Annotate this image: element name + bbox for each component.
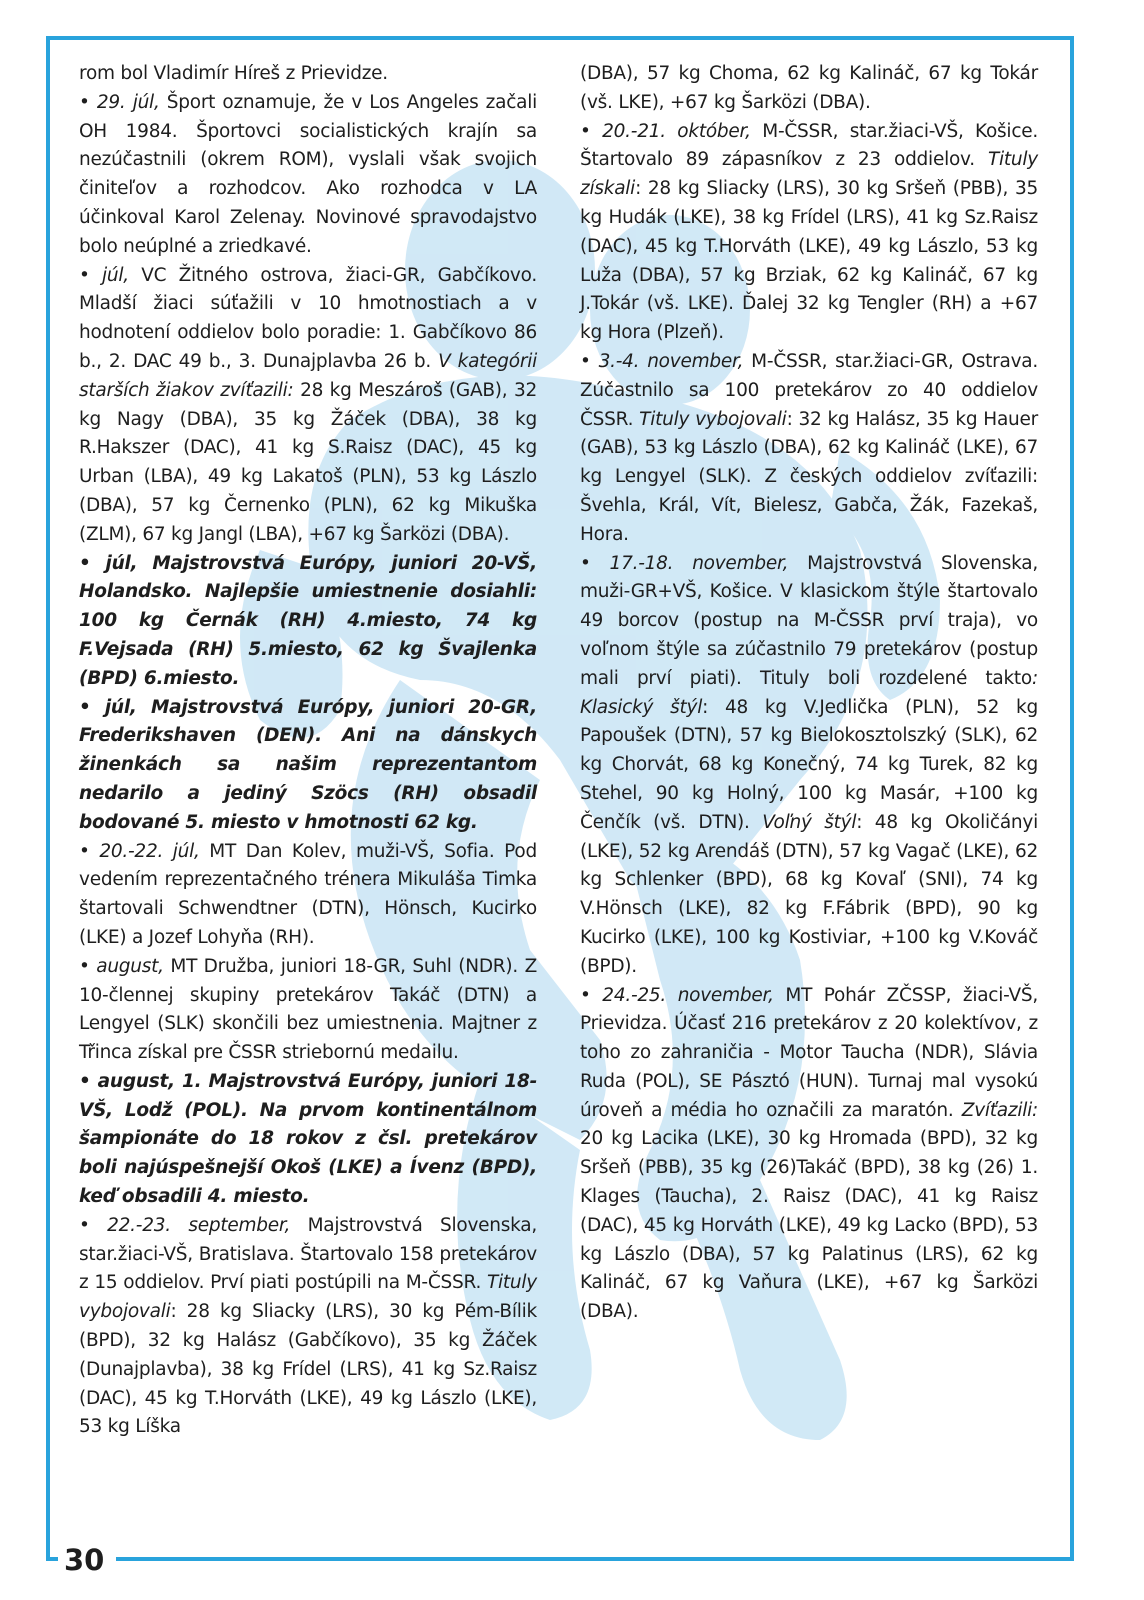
entry-date: 3.-4. november, bbox=[598, 350, 744, 372]
entry-date: 22.-23. september, bbox=[107, 1214, 291, 1236]
paragraph: • 20.-21. október, M-ČSSR, star.žiaci-VŠ, Košice. Štartovalo 89 zápasníkov z 23 oddielov. Tituly získali: 28 kg Sliacky (LRS), 30 kg Sršeň (PBB), 35 kg Hudák (LKE), 38 kg Frídel (LRS), 41 kg Sz.Raisz (DAC), 45 kg T.Horváth (LKE), 49 kg Lászlo, 53 kg Luža (DBA), 57 kg Brziak, 62 kg Kalináč, 67 kg J.Tokár (vš. LKE). Ďalej 32 kg Tengler (RH) a +67 kg Hora (Plzeň). bbox=[580, 120, 1038, 344]
entry-date: august, bbox=[96, 955, 164, 977]
paragraph-text: MT Družba, juniori 18-GR, Suhl (NDR). Z 10-člennej skupiny pretekárov Takáč (DTN) a Lengyel (SLK) skončili bez umiestnenia. Majtner z Třinca získal pre ČSSR striebornú medailu. bbox=[79, 955, 537, 1064]
paragraph-text: MT Pohár ZČSSP, žiaci-VŠ, Prievidza. Účasť 216 pretekárov z 20 kolektívov, z toho zo zahraničia - Motor Taucha (NDR), Slávia Ruda (POL), SE Pásztó (HUN). Turnaj mal vysokú úroveň a média ho označili za maratón. bbox=[580, 984, 1038, 1121]
paragraph: • 3.-4. november, M-ČSSR, star.žiaci-GR, Ostrava. Zúčastnilo sa 100 pretekárov zo 40 oddielov ČSSR. Tituly vybojovali: 32 kg Halász, 35 kg Hauer (GAB), 53 kg Lászlo (DBA), 62 kg Kalináč (LKE), 67 kg Lengyel (SLK). Z českých oddielov zvíťazili: Švehla, Král, Vít, Bielesz, Gabča, Žák, Fazekaš, Hora. bbox=[580, 350, 1039, 545]
paragraph: • júl, VC Žitného ostrova, žiaci-GR, Gabčíkovo. Mladší žiaci súťažili v 10 hmotnostiach a v hodnotení oddielov bolo poradie: 1. Gabčíkovo 86 b., 2. DAC 49 b., 3. Dunajplavba 26 b. V kategórii starších žiakov zvíťazili: 28 kg Meszároš (GAB), 32 kg Nagy (DBA), 35 kg Žáček (DBA), 38 kg R.Hakszer (DAC), 41 kg S.Raisz (DAC), 45 kg Urban (LBA), 49 kg Lakatoš (PLN), 53 kg Lászlo (DBA), 57 kg Černenko (PLN), 62 kg Mikuška (ZLM), 67 kg Jangl (LBA), +67 kg Šarközi (DBA). bbox=[79, 264, 538, 545]
category-label: : Klasický štýl bbox=[580, 667, 1038, 718]
paragraph-text: MT Dan Kolev, muži-VŠ, Sofia. Pod vedením reprezentačného trénera Mikuláša Timka štartovali Schwendtner (DTN), Hönsch, Kucirko (LKE) a Jozef Lohyňa (RH). bbox=[79, 840, 537, 948]
paragraph bbox=[79, 60, 537, 89]
page-number: 30 bbox=[64, 1543, 105, 1577]
paragraph-text: 28 kg Meszároš (GAB), 32 kg Nagy (DBA), 35 kg Žáček (DBA), 38 kg R.Hakszer (DAC), 41 kg S.Raisz (DAC), 45 kg Urban (LBA), 49 kg Lakatoš (PLN), 53 kg Lászlo (DBA), 57 kg Černenko (PLN), 62 kg Mikuška (ZLM), 67 kg Jangl (LBA), +67 kg Šarközi (DBA). bbox=[79, 379, 537, 545]
paragraph: • 17.-18. november, Majstrovstvá Slovenska, muži-GR+VŠ, Košice. V klasickom štýle štartovalo 49 borcov (postup na M-ČSSR prví traja), vo voľnom štýle sa zúčastnilo 79 pretekárov (postup mali prví piati). Tituly boli rozdelené takto: Klasický štýl: 48 kg V.Jedlička (PLN), 52 kg Papoušek (DTN), 57 kg Bielokosztolszký (SLK), 62 kg Chorvát, 68 kg Konečný, 74 kg Turek, 82 kg Stehel, 90 kg Holný, 100 kg Masár, +100 kg Čenčík (vš. DTN). Voľný štýl: 48 kg Okoličányi (LKE), 52 kg Arendáš (DTN), 57 kg Vagač (LKE), 62 kg Schlenker (BPD), 68 kg Kovaľ (SNI), 74 kg V.Hönsch (LKE), 82 kg F.Fábrik (BPD), 90 kg Kucirko (LKE), 100 kg Kostiviar, +100 kg V.Kováč (BPD). bbox=[580, 552, 1038, 977]
entry-date: 17.-18. november, bbox=[609, 552, 789, 574]
left-column bbox=[79, 60, 537, 1442]
highlight-text: júl, Majstrovstvá Európy, juniori 20-VŠ, Holandsko. Najlepšie umiestnenie dosiahli: 100 kg Černák (RH) 4.miesto, 74 kg F.Vejsada (RH) 5.miesto, 62 kg Švajlenka (BPD) 6.miesto. bbox=[79, 552, 537, 689]
paragraph: • august, MT Družba, juniori 18-GR, Suhl (NDR). Z 10-člennej skupiny pretekárov Takáč (DTN) a Lengyel (SLK) skončili bez umiestnenia. Majtner z Třinca získal pre ČSSR striebornú medailu. bbox=[79, 955, 537, 1064]
entry-date: 29. júl, bbox=[96, 91, 160, 113]
paragraph-text: Majstrovstvá Slovenska, star.žiaci-VŠ, Bratislava. Štartovalo 158 pretekárov z 15 oddielov. Prví piati postúpili na M-ČSSR. bbox=[79, 1214, 538, 1294]
category-label: Zvíťazili: bbox=[961, 1099, 1038, 1121]
entry-date: júl, bbox=[101, 264, 129, 286]
paragraph-text: : 28 kg Sliacky (LRS), 30 kg Pém-Bílik (BPD), 32 kg Halász (Gabčíkovo), 35 kg Žáček (Dunajplavba), 38 kg Frídel (LRS), 41 kg Sz.Raisz (DAC), 45 kg T.Horváth (LKE), 49 kg Lászlo (LKE), 53 kg Líška bbox=[79, 1301, 537, 1438]
paragraph: • 24.-25. november, MT Pohár ZČSSP, žiaci-VŠ, Prievidza. Účasť 216 pretekárov z 20 kolektívov, z toho zo zahraničia - Motor Taucha (NDR), Slávia Ruda (POL), SE Pásztó (HUN). Turnaj mal vysokú úroveň a média ho označili za maratón. Zvíťazili: 20 kg Lacika (LKE), 30 kg Hromada (BPD), 32 kg Sršeň (PBB), 35 kg (26)Takáč (BPD), 38 kg (26) 1. Klages (Taucha), 2. Raisz (DAC), 41 kg Raisz (DAC), 45 kg Horváth (LKE), 49 kg Lacko (BPD), 53 kg Lászlo (DBA), 57 kg Palatinus (LRS), 62 kg Kalináč, 67 kg Vaňura (LKE), +67 kg Šarközi (DBA). bbox=[580, 984, 1038, 1323]
paragraph-text: 20 kg Lacika (LKE), 30 kg Hromada (BPD), 32 kg Sršeň (PBB), 35 kg (26)Takáč (BPD), 38 kg (26) 1. Klages (Taucha), 2. Raisz (DAC), 41 kg Raisz (DAC), 45 kg Horváth (LKE), 49 kg Lacko (BPD), 53 kg Lászlo (DBA), 57 kg Palatinus (LRS), 62 kg Kalináč, 67 kg Vaňura (LKE), +67 kg Šarközi (DBA). bbox=[580, 1128, 1038, 1323]
paragraph-text: Majstrovstvá Slovenska, muži-GR+VŠ, Košice. V klasickom štýle štartovalo 49 borcov (postup na M-ČSSR prví traja), vo voľnom štýle sa zúčastnilo 79 pretekárov (postup mali prví piati). Tituly boli rozdelené takto bbox=[580, 552, 1038, 689]
paragraph-text: M-ČSSR, star.žiaci-VŠ, Košice. Štartovalo 89 zápasníkov z 23 oddielov. bbox=[580, 120, 1038, 171]
paragraph-text: VC Žitného ostrova, žiaci-GR, Gabčíkovo. Mladší žiaci súťažili v 10 hmotnostiach a v hodnotení oddielov bolo poradie: 1. Gabčíkovo 86 b., 2. DAC 49 b., 3. Dunajplavba 26 b. bbox=[79, 264, 537, 372]
entry-date: 20.-21. október, bbox=[602, 120, 751, 142]
entry-date: 24.-25. november, bbox=[602, 984, 774, 1006]
entry-date: 20.-22. júl, bbox=[99, 840, 200, 862]
highlight-text: august, 1. Majstrovstvá Európy, juniori 18-VŠ, Lodž (POL). Na prvom kontinentálnom šampionáte do 18 rokov z čsl. pretekárov boli najúspešnejší Okoš (LKE) a Ívenz (BPD), keď obsadili 4. miesto. bbox=[79, 1070, 538, 1208]
category-label: Tituly získali bbox=[580, 149, 1038, 200]
paragraph-text: : 32 kg Halász, 35 kg Hauer (GAB), 53 kg Lászlo (DBA), 62 kg Kalináč (LKE), 67 kg Lengyel (SLK). Z českých oddielov zvíťazili: Švehla, Král, Vít, Bielesz, Gabča, Žák, Fazekaš, Hora. bbox=[580, 408, 1038, 545]
paragraph-text: M-ČSSR, star.žiaci-GR, Ostrava. Zúčastnilo sa 100 pretekárov zo 40 oddielov ČSSR. bbox=[580, 350, 1039, 430]
paragraph-text: (DBA), 57 kg Choma, 62 kg Kalináč, 67 kg Tokár (vš. LKE), +67 kg Šarközi (DBA). bbox=[580, 63, 1038, 113]
paragraph-text: Šport oznamuje, že v Los Angeles začali OH 1984. Športovci socialistických krajín sa nezúčastnili (okrem ROM), vyslali však svojich činiteľov a rozhodcov. Ako rozhodca v LA účinkoval Karol Zelenay. Novinové spravodajstvo bolo neúplné a zriedkavé. bbox=[79, 91, 537, 257]
category-label: V kategórii starších žiakov zvíťazili: bbox=[79, 350, 538, 401]
category-label: Tituly vybojovali bbox=[79, 1272, 537, 1323]
paragraph-text: : 48 kg Okoličányi (LKE), 52 kg Arendáš (DTN), 57 kg Vagač (LKE), 62 kg Schlenker (BPD), 68 kg Kovaľ (SNI), 74 kg V.Hönsch (LKE), 82 kg F.Fábrik (BPD), 90 kg Kucirko (LKE), 100 kg Kostiviar, +100 kg V.Kováč (BPD). bbox=[580, 811, 1038, 977]
paragraph: • 20.-22. júl, MT Dan Kolev, muži-VŠ, Sofia. Pod vedením reprezentačného trénera Mikuláša Timka štartovali Schwendtner (DTN), Hönsch, Kucirko (LKE) a Jozef Lohyňa (RH). bbox=[79, 840, 537, 948]
highlight-text: júl, Majstrovstvá Európy, juniori 20-GR, Frederikshaven (DEN). Ani na dánskych žinenkách sa našim reprezentantom nedarilo a jediný Szöcs (RH) obsadil bodované 5. miesto v hmotnosti 62 kg. bbox=[79, 696, 538, 833]
paragraph: • júl, Majstrovstvá Európy, juniori 20-VŠ, Holandsko. Najlepšie umiestnenie dosiahli: 100 kg Černák (RH) 4.miesto, 74 kg F.Vejsada (RH) 5.miesto, 62 kg Švajlenka (BPD) 6.miesto. bbox=[79, 552, 537, 689]
category-label: Tituly vybojovali bbox=[639, 408, 787, 430]
right-column bbox=[580, 60, 1038, 1327]
category-label: Voľný štýl bbox=[762, 811, 857, 833]
paragraph bbox=[580, 60, 1038, 118]
paragraph-text: rom bol Vladimír Híreš z Prievidze. bbox=[79, 63, 388, 84]
paragraph-text: : 28 kg Sliacky (LRS), 30 kg Sršeň (PBB), 35 kg Hudák (LKE), 38 kg Frídel (LRS), 41 kg Sz.Raisz (DAC), 45 kg T.Horváth (LKE), 49 kg Lászlo, 53 kg Luža (DBA), 57 kg Brziak, 62 kg Kalináč, 67 kg J.Tokár (vš. LKE). Ďalej 32 kg Tengler (RH) a +67 kg Hora (Plzeň). bbox=[580, 178, 1038, 344]
paragraph: • 29. júl, Šport oznamuje, že v Los Angeles začali OH 1984. Športovci socialistických krajín sa nezúčastnili (okrem ROM), vyslali však svojich činiteľov a rozhodcov. Ako rozhodca v LA účinkoval Karol Zelenay. Novinové spravodajstvo bolo neúplné a zriedkavé. bbox=[79, 91, 537, 257]
paragraph: • 22.-23. september, Majstrovstvá Slovenska, star.žiaci-VŠ, Bratislava. Štartovalo 158 pretekárov z 15 oddielov. Prví piati postúpili na M-ČSSR. Tituly vybojovali: 28 kg Sliacky (LRS), 30 kg Pém-Bílik (BPD), 32 kg Halász (Gabčíkovo), 35 kg Žáček (Dunajplavba), 38 kg Frídel (LRS), 41 kg Sz.Raisz (DAC), 45 kg T.Horváth (LKE), 49 kg Lászlo (LKE), 53 kg Líška bbox=[79, 1214, 538, 1438]
paragraph: • august, 1. Majstrovstvá Európy, juniori 18-VŠ, Lodž (POL). Na prvom kontinentálnom šampionáte do 18 rokov z čsl. pretekárov boli najúspešnejší Okoš (LKE) a Ívenz (BPD), keď obsadili 4. miesto. bbox=[79, 1070, 538, 1208]
paragraph-text: : 48 kg V.Jedlička (PLN), 52 kg Papoušek (DTN), 57 kg Bielokosztolszký (SLK), 62 kg Chorvát, 68 kg Konečný, 74 kg Turek, 82 kg Stehel, 90 kg Holný, 100 kg Masár, +100 kg Čenčík (vš. DTN). bbox=[580, 696, 1038, 833]
paragraph: • júl, Majstrovstvá Európy, juniori 20-GR, Frederikshaven (DEN). Ani na dánskych žinenkách sa našim reprezentantom nedarilo a jediný Szöcs (RH) obsadil bodované 5. miesto v hmotnosti 62 kg. bbox=[79, 696, 538, 833]
